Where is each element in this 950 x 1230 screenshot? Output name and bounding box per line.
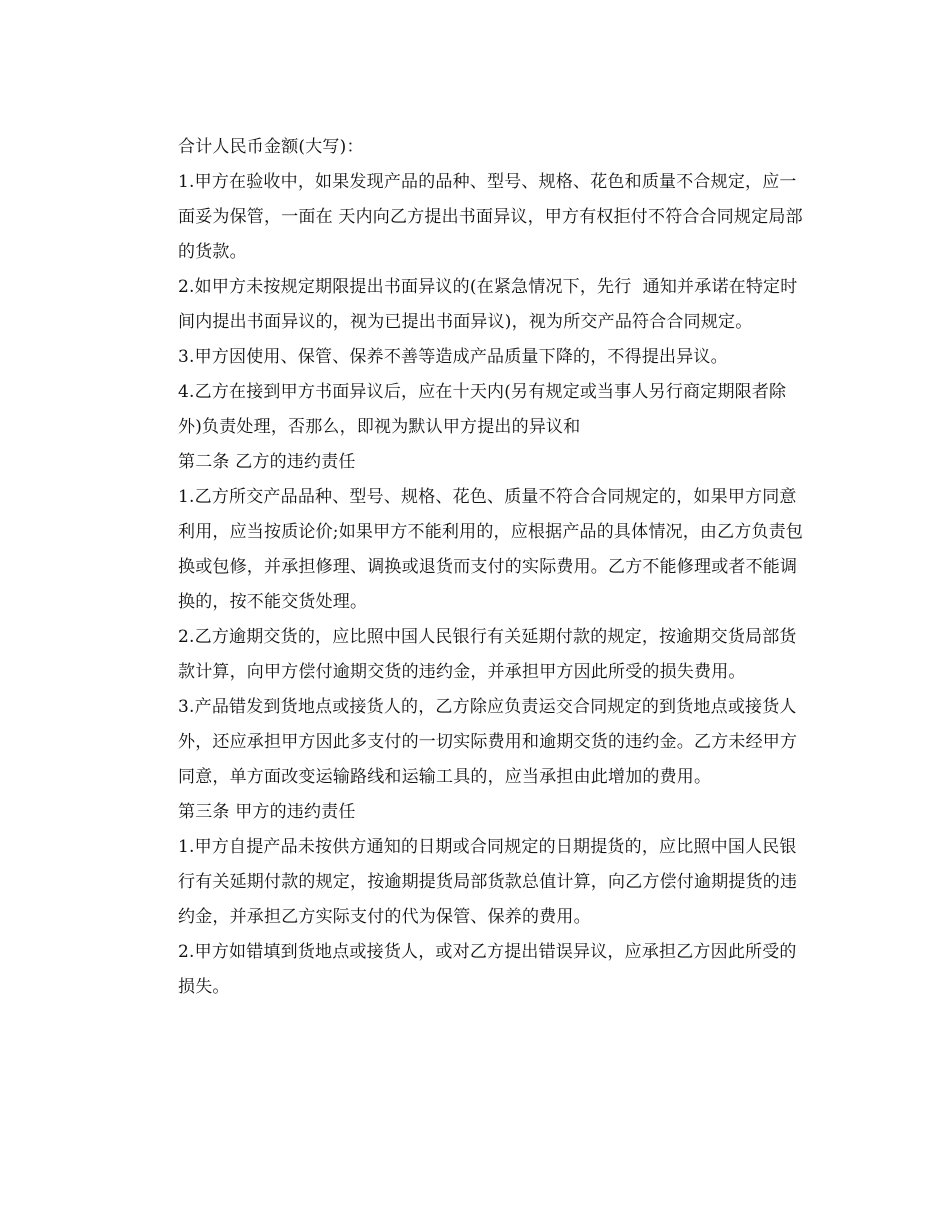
paragraph-inspection-clause-1: 1.甲方在验收中，如果发现产品的品种、型号、规格、花色和质量不合规定，应一面妥为保管，一面在 天内向乙方提出书面异议，甲方有权拒付不符合合同规定局部的货款。 [178,172,803,262]
section-heading-article-3: 第三条 甲方的违约责任 [178,802,356,822]
paragraph-article-2-clause-3: 3.产品错发到货地点或接货人的，乙方除应负责运交合同规定的到货地点或接货人外，还应承担甲方因此多支付的一切实际费用和逾期交货的违约金。乙方未经甲方同意，单方面改变运输路线和运输工具的，应当承担由此增加的费用。 [178,697,798,787]
document-body [144,130,809,1005]
paragraph-total-amount: 合计人民币金额(大写)： [178,137,364,157]
paragraph-article-2-clause-1: 1.乙方所交产品品种、型号、规格、花色、质量不符合合同规定的，如果甲方同意利用，应当按质论价;如果甲方不能利用的，应根据产品的具体情况，由乙方负责包换或包修，并承担修理、调换或退货而支付的实际费用。乙方不能修理或者不能调换的，按不能交货处理。 [178,487,804,612]
section-heading-article-2: 第二条 乙方的违约责任 [178,452,356,472]
paragraph-inspection-clause-4: 4.乙方在接到甲方书面异议后，应在十天内(另有规定或当事人另行商定期限者除外)负责处理，否那么，即视为默认甲方提出的异议和 [178,382,787,437]
paragraph-article-2-clause-2: 2.乙方逾期交货的，应比照中国人民银行有关延期付款的规定，按逾期交货局部货款计算，向甲方偿付逾期交货的违约金，并承担甲方因此所受的损失费用。 [178,627,797,682]
paragraph-article-3-clause-1: 1.甲方自提产品未按供方通知的日期或合同规定的日期提货的，应比照中国人民银行有关延期付款的规定，按逾期提货局部货款总值计算，向乙方偿付逾期提货的违约金，并承担乙方实际支付的代为保管、保养的费用。 [178,837,798,927]
paragraph-inspection-clause-2: 2.如甲方未按规定期限提出书面异议的(在紧急情况下，先行 通知并承诺在特定时间内提出书面异议的，视为已提出书面异议)，视为所交产品符合合同规定。 [178,277,798,332]
paragraph-article-3-clause-2: 2.甲方如错填到货地点或接货人，或对乙方提出错误异议，应承担乙方因此所受的损失。 [178,942,797,997]
paragraph-inspection-clause-3: 3.甲方因使用、保管、保养不善等造成产品质量下降的，不得提出异议。 [178,347,728,367]
